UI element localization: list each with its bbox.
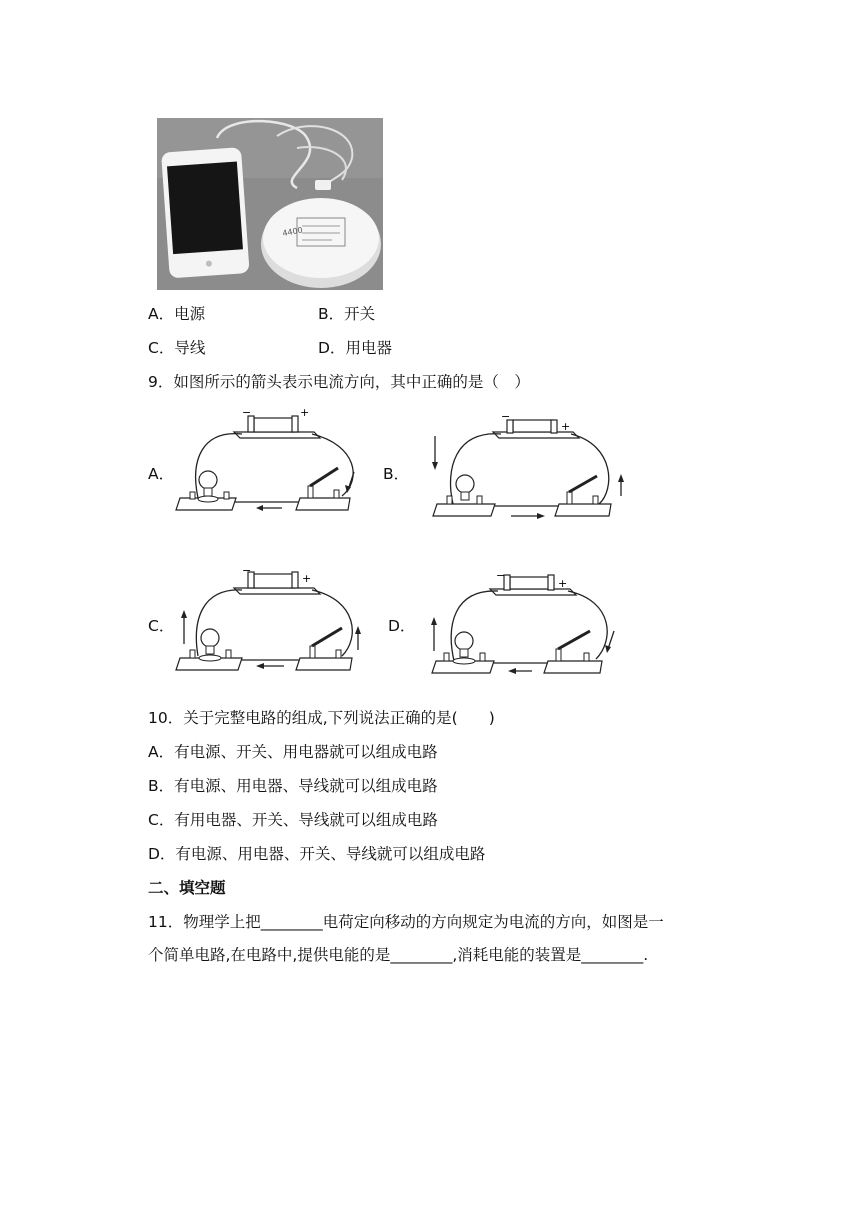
- circuit-a-label[interactable]: A．: [148, 465, 175, 483]
- negative-terminal-label: −: [242, 564, 252, 577]
- circuit-d-label[interactable]: D．: [388, 617, 416, 635]
- q10-option-d[interactable]: D．有电源、用电器、开关、导线就可以组成电路: [148, 845, 486, 863]
- circuit-diagram-c[interactable]: [172, 564, 372, 680]
- option-c[interactable]: C．导线: [148, 339, 206, 357]
- negative-terminal-label: −: [496, 569, 506, 582]
- positive-terminal-label: +: [561, 420, 571, 433]
- circuit-b-label[interactable]: B．: [383, 465, 410, 483]
- positive-terminal-label: +: [300, 406, 310, 419]
- question-9-stem: 9．如图所示的箭头表示电流方向，其中正确的是（ ）: [148, 373, 530, 391]
- question-11-line-1: 11．物理学上把________电荷定向移动的方向规定为电流的方向，如图是一: [148, 913, 664, 931]
- circuit-c-label[interactable]: C．: [148, 617, 175, 635]
- circuit-diagram-d[interactable]: [424, 569, 634, 685]
- positive-terminal-label: +: [302, 572, 312, 585]
- option-a[interactable]: A．电源: [148, 305, 206, 323]
- question-11-line-2: 个简单电路,在电路中,提供电能的是________,消耗电能的装置是________.: [148, 946, 649, 964]
- phone-charging-photo: [157, 118, 383, 290]
- q10-option-b[interactable]: B．有电源、用电器、导线就可以组成电路: [148, 777, 438, 795]
- negative-terminal-label: −: [501, 410, 511, 423]
- positive-terminal-label: +: [558, 577, 568, 590]
- circuit-diagram-a[interactable]: [172, 406, 372, 520]
- option-b[interactable]: B．开关: [318, 305, 376, 323]
- circuit-diagram-b[interactable]: [425, 410, 635, 530]
- q10-option-c[interactable]: C．有用电器、开关、导线就可以组成电路: [148, 811, 438, 829]
- q10-option-a[interactable]: A．有电源、开关、用电器就可以组成电路: [148, 743, 438, 761]
- option-d[interactable]: D．用电器: [318, 339, 392, 357]
- question-10-stem: 10．关于完整电路的组成,下列说法正确的是( ): [148, 709, 495, 727]
- negative-terminal-label: −: [242, 406, 252, 419]
- power-bank-label: 4400: [281, 225, 304, 238]
- section-title: 二、填空题: [148, 879, 226, 897]
